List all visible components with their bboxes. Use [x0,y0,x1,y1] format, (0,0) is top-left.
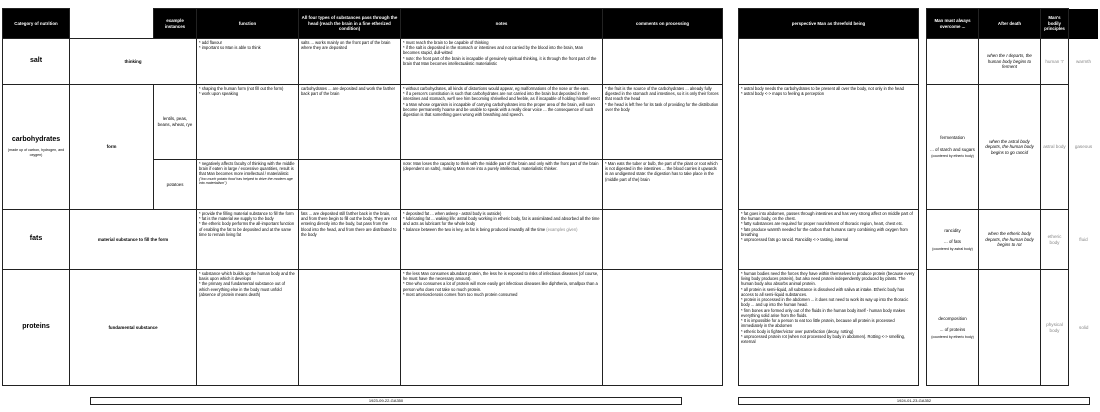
perspective-fats: * fat goes into abdomen, passes through intestines and has very strong affect on middle part of the human body, on the chest. * fatty substances are required for proper nourishment of thoracic region, heart, chest etc. * fats produce warmth needed for the carbon that humans carry combining with oxygen from breathing * unprocessed fats go rancid. Rancidity <-> tasting, internal [739,210,919,270]
state-fats: fluid [1079,236,1088,242]
category-salt: salt [3,39,70,85]
state-proteins: solid [1079,324,1089,330]
pass-fats: fats ... are deposited still farther back in the brain, and from there begin to fill out the body. They are not entering directly into the body, but pass from the blood into the head, and from there are distributed to the body [299,210,401,270]
instance-potatoes: potatoes [154,160,197,210]
notes-potatoes: note: Man loses the capacity to think with the middle part of the brain and only with the front part of the brain (dependent on salts), making Man more into a purely intellectual, materialistic thinker. [401,160,603,210]
function-salt: * add flavour * important so Man is able to think [197,39,299,85]
pass-salt: salts ... works mainly on the front part of the brain where they are deposited [299,39,401,85]
overcome-proteins: decomposition ... of proteins (countered by etheric body) [927,270,979,386]
after-death-salt: when the I departs, the human body begins to ferment [979,39,1041,85]
instance-legumes: lentils, peas, beans, wheat, rye [154,85,197,160]
header-category: Category of nutrition [3,9,70,39]
principle-proteins: physical body [1041,270,1069,386]
principle-fats: etheric body [1041,210,1069,270]
function-potatoes: * negatively affects faculty of thinking with the middle brain if eaten in large / excessive quantities, result is that Man becomes more intellectual / materialistic ("too much potato food has helped to drive the modern age into materialism") [197,160,299,210]
overcome-fats-note: (countered by astral body) [932,246,973,251]
carbohydrates-composition: (made up of carbon, hydrogen, and oxygen) [7,148,65,157]
function-fats: * provide the filling material substance to fill the form * fat is the material we supply to the body * the etheric body performs the all-important function of enabling the fat to be deposited and at the same time to remain living fat [197,210,299,270]
state-salt: warmth [1075,58,1092,64]
category-proteins: proteins [3,270,70,386]
header-perspective: perspective Man as threefold being [739,9,919,39]
principle-salt: human 'I' [1041,39,1069,85]
function-proteins: * substance which builds up the human body and the basis upon which it develops * the primary and fundamental substance out of which everything else in the body must unfold (absence of protein means death) [197,270,299,386]
instance-proteins: fundamental substance [70,270,197,386]
overcome-proteins-note: (countered by etheric body) [931,334,974,339]
notes-fats: * deposited fat ... when asleep - astral body is outside) * lubricating fat ... waking life: astral body working in etheric body, fat is assimilated and absorbed all the time and acts as lubricant for the whole body * balance between the two is key, as fat is being produced inwardly all the time (examples given) [401,210,603,270]
notes-proteins: * the less Man consumes abundant protein, the less he is exposed to risks of infectious diseases (of course, he must have the necessary amount). * One who consumes a lot of protein will more easily get infectious diseases like diphtheria, smallpox than a person who does not take so much protein. * most arteriosclerosis comes from too much protein consumed [401,270,603,386]
footer-reference-left: 1923-09-22-GA350 [90,397,682,405]
header-instances: example instances [154,9,197,39]
category-fats: fats [3,210,70,270]
state-carbohydrates: gaseous [1074,144,1093,150]
perspective-table [738,8,919,386]
processing-legumes: * the fruit is the source of the carbohydrates ... already fully digested in the stomach and intestines, so it is only their forces that reach the head * the head is left free for its task of providing for the distribution over the body [603,85,723,160]
overcome-table [926,8,1099,386]
notes-legumes: * without carbohydrates, all kinds of distortions would appear, eg malformations of the nose or the ears. * if a person's constitution is such that carbohydrates are not carried into the brain but deposited in the intestines and stomach, we'll see him becoming shrivelled and feeble, as if incapable of holding himself erect * a Man whose organism is incapable of carrying carbohydrates into the proper area of the brain, will soon become permanently hoarse and be unable to speak with a really clear voice ... the consequence of such digestion is that something goes wrong with breathing and speech. [401,85,603,160]
principle-carbohydrates: astral body [1041,85,1069,210]
overcome-carbohydrates-note: (countered by etheric body) [931,154,974,159]
header-overcome: Man must always overcome ... [927,9,979,39]
instance-salt: thinking [70,39,197,85]
nutrition-main-table [2,8,723,386]
overcome-fats: rancidity ... of fats (countered by astral body) [927,210,979,270]
header-processing: comments on processing [603,9,723,39]
header-bodily: Man's bodily principles [1041,9,1069,39]
header-notes: notes [401,9,603,39]
instance-carbohydrates: form [70,85,154,210]
fats-examples: (examples given) [546,226,578,232]
header-function: function [197,9,299,39]
notes-salt: * must reach the brain to be capable of thinking * if the salt is deposited in the stomach or intestines and not carried by the blood into the brain, Man becomes stupid, dull-witted * note: the front part of the brain is incapable of genuinely spiritual thinking, it is through the front part of the brain that Man becomes intellectualistic materialistic [401,39,603,85]
after-death-carbohydrates: when the astral body departs, the human body begins to go rancid [979,85,1041,210]
pass-carbohydrates: carbohydrates ... are deposited and work the farther back part of the brain [299,85,401,160]
perspective-carbohydrates: * astral body needs the carbohydrates to be present all over the body, not only in the head * astral body <-> maps to feeling & perception [739,85,919,210]
function-legumes: * shaping the human form (not fill out the form) * work upon speaking [197,85,299,160]
footer-reference-right: 1924-01-23-GA352 [738,397,1090,405]
after-death-fats: when the etheric body departs, the human body begins to rot [979,210,1041,270]
processing-potatoes: * Man eats the tuber or bulb, the part of the plant or root which is not digested in the intestines ... the blood carries it upwards in an undigested state: the digestion has to take place in the (middle part of the) brain [603,160,723,210]
potatoes-quote: ("too much potato food has helped to drive the modern age into materialism") [199,176,293,186]
category-carbohydrates: carbohydrates (made up of carbon, hydrogen, and oxygen) [3,85,70,210]
header-pass: All four types of substances pass through the head (reach the brain in a fine etherized condition) [299,9,401,39]
overcome-carbohydrates: fermentation ... of starch and sugars (countered by etheric body) [927,85,979,210]
header-after-death: After death [979,9,1041,39]
perspective-proteins: * human bodies need the forces they have within themselves to produce protein (because every living body produces protein), but also need protein independently produced by plants. The human body also absorbs animal protein. * all protein is semi-liquid, all substance is dissolved with saliva at intake. Etheric body has access to all semi-liquid substances. * protein is processed in the abdomen ... it does not need to work its way up into the thoracic body ... and up into the human head. * firm bones are formed only out of the fluids in the human body itself - human body makes everything solid arise from the fluids. * It is impossible for a person to eat too little protein, because all protein is processed immediately in the abdomen * etheric body is fighter/victor over putrefaction (decay, rotting) * unprocessed protein rot (when not processed by body in abdomen). Rotting <-> smelling, external [739,270,919,386]
instance-fats: material substance to fill the form [70,210,197,270]
